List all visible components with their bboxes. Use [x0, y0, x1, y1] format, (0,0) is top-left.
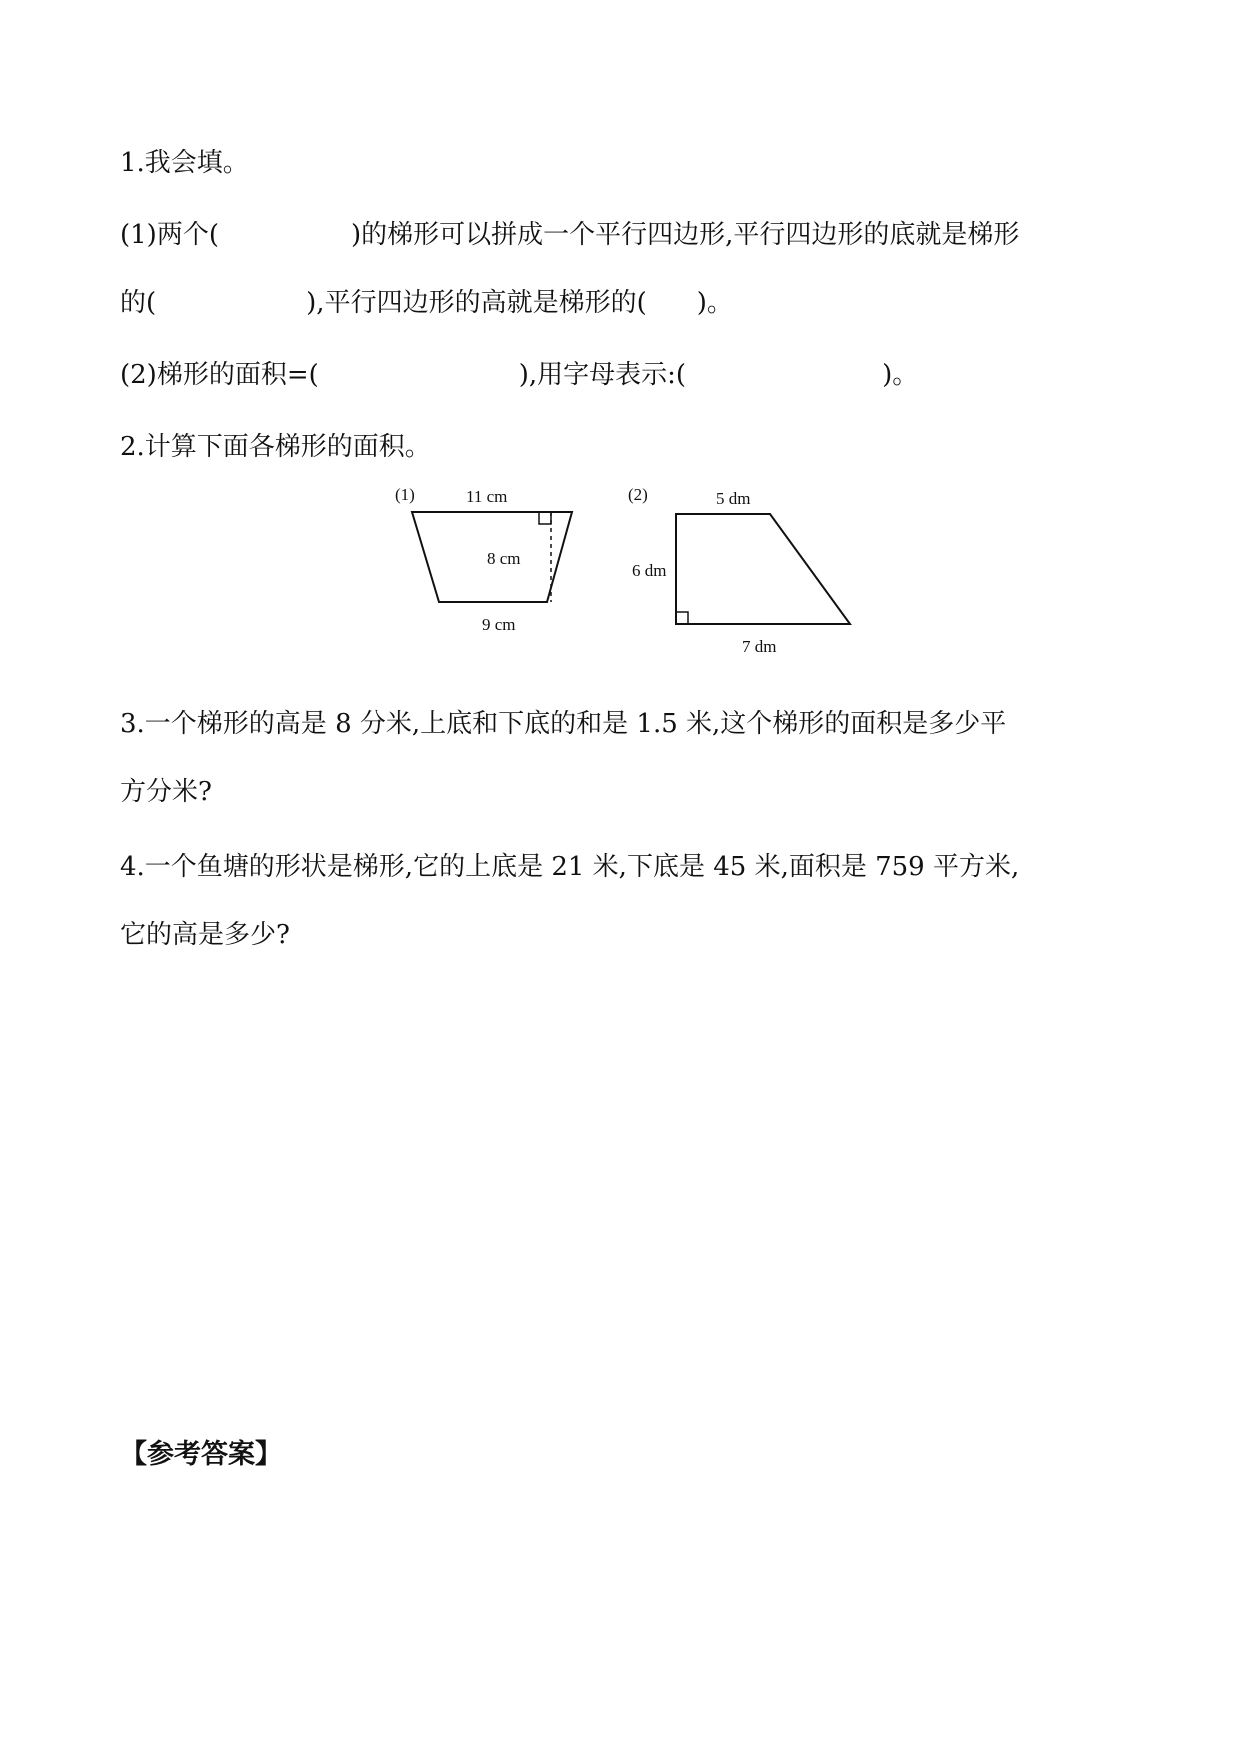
q1-p1-line2-end: )。: [696, 288, 733, 318]
q1-p2-mid: ),用字母表示:(: [518, 360, 687, 390]
q1-p1-line2-prefix: 的(: [120, 288, 157, 318]
q1-p1-prefix: (1)两个(: [120, 220, 219, 250]
fig2-top-label: 5 dm: [716, 489, 751, 508]
fig1-top-label: 11 cm: [466, 487, 508, 506]
question-1-part-1-line-2: [120, 286, 733, 320]
question-4-line-1: 4.一个鱼塘的形状是梯形,它的上底是 21 米,下底是 45 米,面积是 759 平方米,: [120, 852, 1020, 882]
q1-p1-mid: )的梯形可以拼成一个平行四边形,平行四边形的底就是梯形: [350, 220, 1020, 250]
question-1-title: 1.我会填。: [120, 148, 249, 178]
fig2-trapezoid: [676, 514, 850, 624]
trapezoid-figures: [380, 470, 880, 670]
fig1-label: (1): [395, 485, 415, 504]
question-1-part-1-line-1: [120, 218, 1019, 252]
question-1-part-2: [120, 358, 918, 392]
fig1-height-label: 8 cm: [487, 549, 521, 568]
q1-p2-end: )。: [882, 360, 919, 390]
question-4-line-2: 它的高是多少?: [120, 920, 290, 950]
question-3-line-1: 3.一个梯形的高是 8 分米,上底和下底的和是 1.5 米,这个梯形的面积是多少平: [120, 709, 1007, 739]
fig2-label: (2): [628, 485, 648, 504]
q1-p2-prefix: (2)梯形的面积=(: [120, 360, 319, 390]
question-2-title: 2.计算下面各梯形的面积。: [120, 432, 431, 462]
answer-heading: 【参考答案】: [120, 1439, 282, 1470]
q1-p1-line2-mid: ),平行四边形的高就是梯形的(: [306, 288, 647, 318]
fig2-bottom-label: 7 dm: [742, 637, 777, 656]
fig2-height-label: 6 dm: [632, 561, 667, 580]
fig1-right-angle-mark: [539, 512, 551, 524]
question-3-line-2: 方分米?: [120, 777, 212, 807]
fig2-right-angle-mark: [676, 612, 688, 624]
fig1-bottom-label: 9 cm: [482, 615, 516, 634]
